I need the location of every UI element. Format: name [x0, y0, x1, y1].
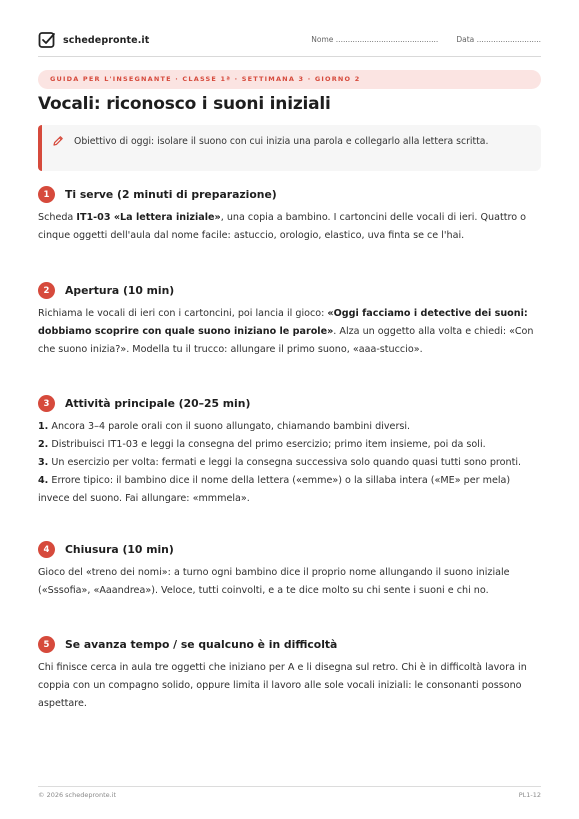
list-item: 4. Errore tipico: il bambino dice il nome della lettera («emme») o la sillaba intera («ME» per mela) invece del suono. Fai allungare: «mmmela». — [38, 475, 511, 504]
worksheet-page — [38, 0, 541, 819]
name-date-fields — [311, 35, 541, 44]
section-title: Chiusura (10 min) — [65, 543, 174, 556]
list-item: 1. Ancora 3–4 parole orali con il suono allungato, chiamando bambini diversi. — [38, 421, 411, 432]
brand-name: schedepronte.it — [63, 34, 150, 46]
page-title: Vocali: riconosco i suoni iniziali — [38, 94, 331, 114]
name-field[interactable]: Nome ........................................... — [311, 35, 439, 44]
banner-text: GUIDA PER L'INSEGNANTE · CLASSE 1ª · SETTIMANA 3 · GIORNO 2 — [50, 75, 361, 83]
brand-logo — [38, 31, 149, 49]
section-4-header — [38, 541, 174, 558]
footer-copyright: © 2026 schedepronte.it — [38, 791, 117, 799]
section-4-body: Gioco del «treno dei nomi»: a turno ogni bambino dice il proprio nome allungando il suono iniziale («Sssofia», «Aaandrea»). Veloce, tutti coinvolti, e a te dice molto su chi sente i suoni e chi no. — [38, 567, 510, 596]
footer-code: PL1-12 — [518, 791, 541, 799]
section-number: 2 — [38, 282, 55, 299]
list-item: 2. Distribuisci IT1-03 e leggi la consegna del primo esercizio; primo item insieme, poi da soli. — [38, 439, 486, 450]
guide-banner — [38, 70, 541, 89]
section-3-body — [38, 418, 541, 508]
header-divider — [38, 56, 541, 57]
callout-accent-bar — [38, 125, 42, 171]
date-field[interactable]: Data ........................... — [456, 35, 541, 44]
section-title: Se avanza tempo / se qualcuno è in difficoltà — [65, 638, 338, 651]
check-square-icon — [38, 31, 56, 49]
section-5-body: Chi finisce cerca in aula tre oggetti che iniziano per A e li disegna sul retro. Chi è in difficoltà lavora in coppia con un compagno solido, oppure limita il lavoro alle sole vocali iniziali: le consonanti possono aspettare. — [38, 662, 527, 709]
section-title: Apertura (10 min) — [65, 284, 175, 297]
section-2-body: Richiama le vocali di ieri con i cartoncini, poi lancia il gioco: «Oggi facciamo i detective dei suoni: dobbiamo scoprire con quale suono iniziano le parole». Alza un oggetto alla volta e chiedi: «Con che suono inizia?». Modella tu il trucco: allungare il primo suono, «aaa-stuccio». — [38, 308, 534, 355]
section-title: Ti serve (2 minuti di preparazione) — [65, 188, 277, 201]
section-1-header — [38, 186, 277, 203]
section-number: 3 — [38, 395, 55, 412]
section-1-body: Scheda IT1-03 «La lettera iniziale», una copia a bambino. I cartoncini delle vocali di ieri. Quattro o cinque oggetti dell'aula dal nome facile: astuccio, orologio, elastico, uva finta se ce l'hai. — [38, 212, 527, 241]
section-number: 1 — [38, 186, 55, 203]
section-title: Attività principale (20–25 min) — [65, 397, 251, 410]
section-5-header — [38, 636, 337, 653]
section-3-header — [38, 395, 250, 412]
objective-text: Obiettivo di oggi: isolare il suono con cui inizia una parola e collegarlo alla lettera scritta. — [74, 136, 489, 147]
pencil-icon — [52, 135, 64, 147]
section-number: 5 — [38, 636, 55, 653]
section-2-header — [38, 282, 174, 299]
section-number: 4 — [38, 541, 55, 558]
page-header — [38, 28, 541, 54]
list-item: 3. Un esercizio per volta: fermati e leggi la consegna successiva solo quando quasi tutti sono pronti. — [38, 457, 522, 468]
footer-divider — [38, 786, 541, 787]
objective-callout — [38, 125, 541, 171]
